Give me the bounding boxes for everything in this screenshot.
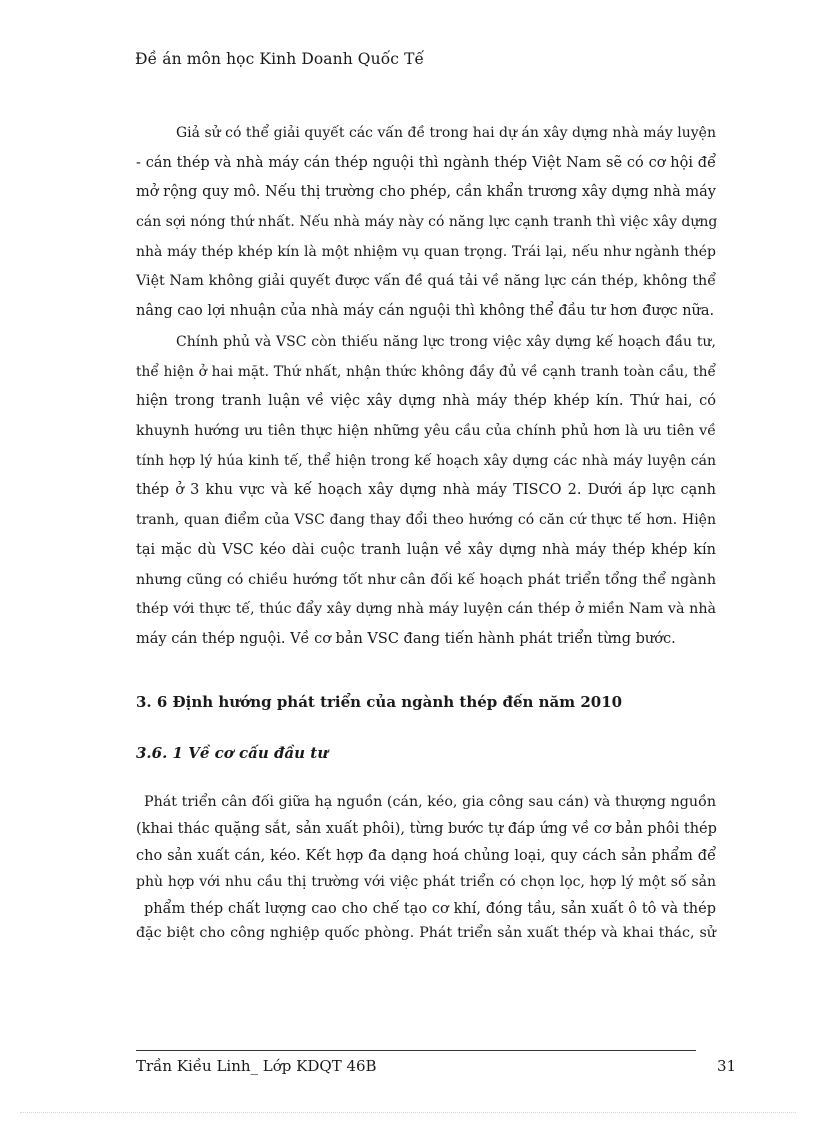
- paragraph-line: cho sản xuất cán, kéo. Kết hợp đa dạng hoá chủng loại, quy cách sản phẩm để: [136, 847, 716, 864]
- paragraph-line: thép với thực tế, thúc đẩy xây dựng nhà máy luyện cán thép ở miền Nam và nhà: [136, 601, 716, 618]
- paragraph-line: phù hợp với nhu cầu thị trường với việc phát triển có chọn lọc, hợp lý một số sản: [136, 874, 716, 891]
- paragraph-line: máy cán thép nguội. Về cơ bản VSC đang tiến hành phát triển từng bước.: [136, 630, 676, 647]
- paragraph-line: Phát triển cân đối giữa hạ nguồn (cán, kéo, gia công sau cán) và thượng nguồn: [144, 794, 716, 810]
- paragraph-line: tranh, quan điểm của VSC đang thay đổi theo hướng có căn cứ thực tế hơn. Hiện: [136, 512, 716, 529]
- paragraph-line: khuynh hướng ưu tiên thực hiện những yêu cầu của chính phủ hơn là ưu tiên về: [136, 423, 716, 440]
- paragraph-line: tính hợp lý húa kinh tế, thể hiện trong kế hoạch xây dựng các nhà máy luyện cán: [136, 452, 716, 469]
- paragraph-line: - cán thép và nhà máy cán thép nguội thì ngành thép Việt Nam sẽ có cơ hội để: [136, 154, 716, 171]
- paragraph-line: Giả sử có thể giải quyết các vấn đề trong hai dự án xây dựng nhà máy luyện: [176, 125, 716, 141]
- footer-author: Trần Kiều Linh_ Lớp KDQT 46B: [136, 1057, 377, 1075]
- paragraph-line: thể hiện ở hai mặt. Thứ nhất, nhận thức không đầy đủ về cạnh tranh toàn cầu, thể: [136, 363, 716, 380]
- page-bottom-border: [20, 1112, 796, 1113]
- page-header-title: Đề án môn học Kinh Doanh Quốc Tế: [135, 50, 425, 68]
- paragraph-line: hiện trong tranh luận về việc xây dựng nhà máy thép khép kín. Thứ hai, có: [136, 393, 716, 410]
- paragraph-1: [136, 124, 716, 332]
- page-number: 31: [717, 1057, 737, 1075]
- paragraph-line: tại mặc dù VSC kéo dài cuộc tranh luận về xây dựng nhà máy thép khép kín: [136, 541, 716, 558]
- paragraph-line: thép ở 3 khu vực và kế hoạch xây dựng nhà máy TISCO 2. Dưới áp lực cạnh: [136, 482, 716, 499]
- footer-divider: [136, 1050, 696, 1051]
- paragraph-line: (khai thác quặng sắt, sản xuất phôi), từng bước tự đáp ứng về cơ bản phôi thép: [136, 820, 717, 837]
- paragraph-line: nâng cao lợi nhuận của nhà máy cán nguội thì không thể đầu tư hơn được nữa.: [136, 303, 715, 320]
- paragraph-line: Việt Nam không giải quyết được vấn đề quá tải về năng lực cán thép, không thể: [136, 273, 716, 290]
- paragraph-line: đặc biệt cho công nghiệp quốc phòng. Phát triển sản xuất thép và khai thác, sử: [136, 925, 716, 942]
- paragraph-line: mở rộng quy mô. Nếu thị trường cho phép, cần khẩn trương xây dựng nhà máy: [136, 184, 716, 201]
- paragraph-line: Chính phủ và VSC còn thiếu năng lực trong việc xây dựng kế hoạch đầu tư,: [176, 334, 716, 350]
- section-heading: 3. 6 Định hướng phát triển của ngành thép đến năm 2010: [136, 693, 623, 711]
- paragraph-line: phẩm thép chất lượng cao cho chế tạo cơ khí, đóng tầu, sản xuất ô tô và thép: [144, 901, 716, 918]
- paragraph-3: [136, 793, 716, 951]
- paragraph-line: cán sợi nóng thứ nhất. Nếu nhà máy này có năng lực cạnh tranh thì việc xây dựng: [136, 214, 718, 231]
- paragraph-2: [136, 333, 716, 660]
- paragraph-line: nhà máy thép khép kín là một nhiệm vụ quan trọng. Trái lại, nếu như ngành thép: [136, 243, 716, 260]
- subsection-heading: 3.6. 1 Về cơ cấu đầu tư: [136, 744, 329, 762]
- paragraph-line: nhưng cũng có chiều hướng tốt như cân đối kế hoạch phát triển tổng thể ngành: [136, 571, 716, 588]
